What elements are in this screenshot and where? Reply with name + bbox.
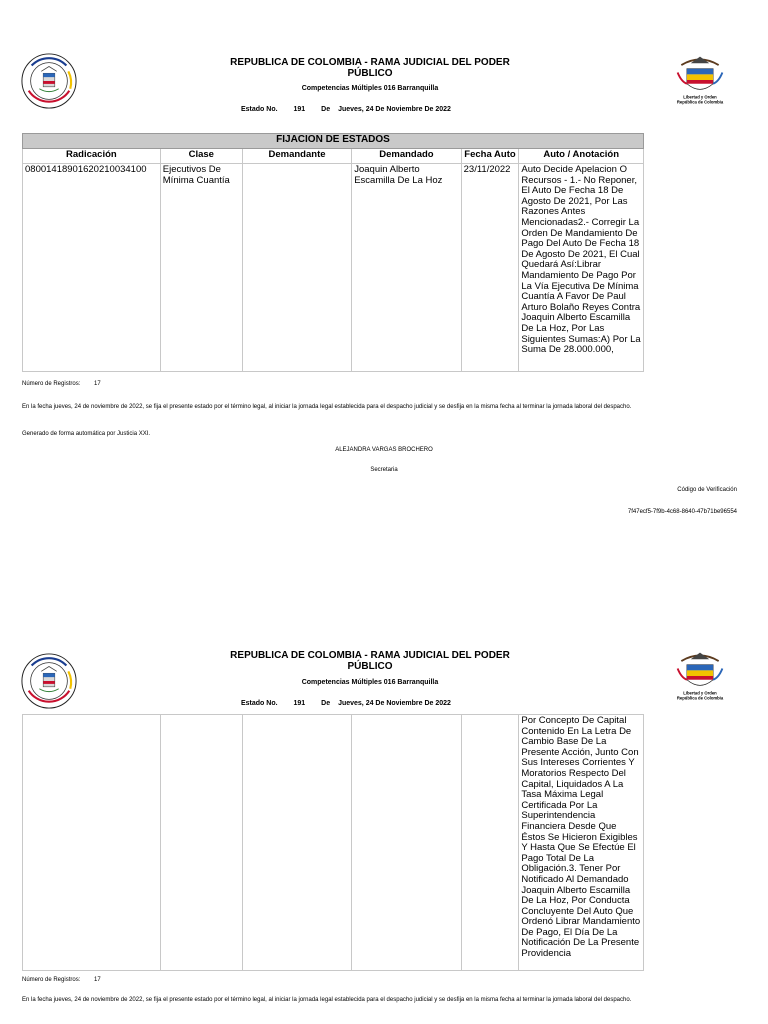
document-title-line1: REPUBLICA DE COLOMBIA - RAMA JUDICIAL DEL PODER xyxy=(230,650,510,661)
document-title-line2: PÚBLICO xyxy=(347,661,393,672)
table-banner: FIJACION DE ESTADOS xyxy=(23,134,644,149)
page-2 xyxy=(0,600,768,1024)
estado-number: 191 xyxy=(293,700,306,707)
cell-demandante xyxy=(242,715,351,971)
colombia-coat-of-arms-icon xyxy=(672,648,728,704)
estado-number: 191 xyxy=(293,106,306,113)
document-title-line2: PÚBLICO xyxy=(347,68,393,79)
coat-of-arms-caption-line2: República de Colombia xyxy=(676,695,724,701)
column-header-radicacion: Radicación xyxy=(23,149,161,164)
estado-label: Estado No. xyxy=(241,700,278,707)
court-name: Competencias Múltiples 016 Barranquilla xyxy=(301,85,439,92)
fixation-text: En la fecha jueves, 24 de noviembre de 2022, se fija el presente estado por el término legal, al iniciar la jornada legal establecida para el despacho judicial y se desfija en la misma fecha al terminar la jornada laboral del despacho. xyxy=(22,404,632,410)
table-row xyxy=(23,164,644,372)
estado-date: Jueves, 24 De Noviembre De 2022 xyxy=(338,700,451,707)
column-header-demandado: Demandado xyxy=(352,149,461,164)
estado-label: Estado No. xyxy=(241,106,278,113)
cell-anotacion: Auto Decide Apelacion O Recursos - 1.- No Reponer, El Auto De Fecha 18 De Agosto De 2021, Por Las Razones Antes Mencionadas2.- Corregir La Orden De Mandamiento De Pago Del Auto De Fecha 18 De Agosto De 2021, El Cual Quedará Así:Librar Mandamiento De Pago Por La Vía Ejecutiva De Mínima Cuantía A Favor De Paul Arturo Bolaño Reyes Contra Joaquin Alberto Escamilla De La Hoz, Por Las Siguientes Sumas:A) Por La Suma De 28.000.000, xyxy=(519,164,644,372)
cell-radicacion xyxy=(23,715,161,971)
registros-line xyxy=(22,380,101,388)
verification-label: Código de Verificación xyxy=(677,487,737,493)
estado-line xyxy=(241,106,451,113)
cell-radicacion: 08001418901620210034100 xyxy=(23,164,161,372)
signer-name: ALEJANDRA VARGAS BROCHERO xyxy=(335,447,433,453)
fixation-text: En la fecha jueves, 24 de noviembre de 2022, se fija el presente estado por el término legal, al iniciar la jornada legal establecida para el despacho judicial y se desfija en la misma fecha al terminar la jornada laboral del despacho. xyxy=(22,997,632,1003)
cell-fecha-auto xyxy=(461,715,519,971)
cell-demandado: Joaquin Alberto Escamilla De La Hoz xyxy=(352,164,461,372)
column-header-fecha-auto: Fecha Auto xyxy=(461,149,519,164)
court-name: Competencias Múltiples 016 Barranquilla xyxy=(301,679,439,686)
coat-of-arms-caption-line2: República de Colombia xyxy=(676,99,724,105)
verification-code: 7f47ecf5-7f9b-4c68-8640-47b71be96554 xyxy=(627,509,737,515)
registros-count: 17 xyxy=(94,381,101,387)
table-row xyxy=(23,715,644,971)
cell-clase xyxy=(160,715,242,971)
cell-demandante xyxy=(242,164,351,372)
signer-role: Secretaria xyxy=(370,467,398,473)
colombia-coat-of-arms-icon xyxy=(672,52,728,108)
de-label: De xyxy=(321,700,331,707)
rama-judicial-seal-icon xyxy=(20,52,78,110)
column-header-anotacion: Auto / Anotación xyxy=(519,149,644,164)
fijacion-table xyxy=(22,133,644,372)
column-header-demandante: Demandante xyxy=(242,149,351,164)
generated-text: Generado de forma automática por Justicia XXI. xyxy=(22,431,151,437)
cell-fecha-auto: 23/11/2022 xyxy=(461,164,519,372)
registros-label: Número de Registros: xyxy=(22,381,81,387)
estado-date: Jueves, 24 De Noviembre De 2022 xyxy=(338,106,451,113)
coat-of-arms-caption-line1: Libertad y Orden xyxy=(683,690,717,696)
cell-demandado xyxy=(352,715,461,971)
cell-anotacion: Por Concepto De Capital Contenido En La Letra De Cambio Base De La Presente Acción, Junto Con Sus Intereses Corrientes Y Moratorios Respecto Del Capital, Liquidados A La Tasa Máxima Legal Certificada Por La Superintendencia Financiera Desde Que Éstos Se Hicieron Exigibles Y Hasta Que Se Efectúe El Pago Total De La Obligación.3. Tener Por Notificado Al Demandado Joaquin Alberto Escamilla De La Hoz, Por Conducta Concluyente Del Auto Que Ordenó Librar Mandamiento De Pago, El Día De La Notificación De La Presente Providencia xyxy=(519,715,644,971)
column-header-clase: Clase xyxy=(160,149,242,164)
document-title-line1: REPUBLICA DE COLOMBIA - RAMA JUDICIAL DEL PODER xyxy=(230,57,510,68)
de-label: De xyxy=(321,106,331,113)
rama-judicial-seal-icon xyxy=(20,652,78,710)
fijacion-table-continued xyxy=(22,714,644,971)
estado-line xyxy=(241,700,451,707)
cell-clase: Ejecutivos De Mínima Cuantía xyxy=(160,164,242,372)
registros-label: Número de Registros: xyxy=(22,977,81,983)
coat-of-arms-caption-line1: Libertad y Orden xyxy=(683,94,717,100)
registros-count: 17 xyxy=(94,977,101,983)
registros-line xyxy=(22,976,101,984)
